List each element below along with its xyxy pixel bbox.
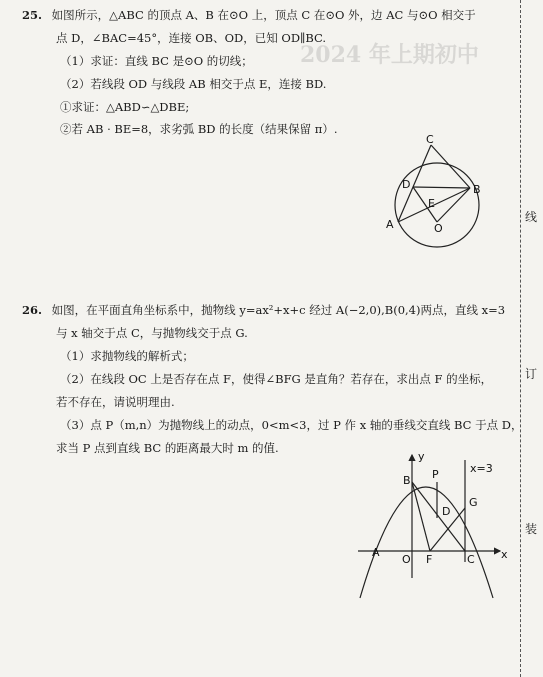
figure-label: D [402,178,411,191]
question-text: 如图所示，△ABC 的顶点 A、B 在⊙O 上，顶点 C 在⊙O 外，边 AC 与⊙O 相交于 [51,8,476,22]
question-text: 求当 P 点到直线 BC 的距离最大时 m 的值. [56,441,279,455]
figure-label: O [434,222,443,235]
bleed-through-text: 2024 年上期初中 [300,42,479,68]
figure-label: B [403,474,411,487]
question-text: （2）在线段 OC 上是否存在点 F，使得∠BFG 是直角？若存在，求出点 F 的坐标， [60,372,493,386]
figure-label: D [442,505,451,518]
question-text: ①求证：△ABD∽△DBE; [60,100,190,114]
binding-line [520,0,522,677]
question-text: 若不存在，请说明理由. [56,395,175,409]
figure-label: B [473,183,481,196]
axis-label: x [501,548,508,561]
figure-label: F [426,553,433,566]
margin-char: 订 [525,367,538,381]
figure-label: A [372,546,380,559]
question-number: 25. [22,8,43,22]
figure-label: A [386,218,394,231]
figure-label: C [426,133,434,146]
question-text: 如图，在平面直角坐标系中，抛物线 y=ax²+x+c 经过 A(−2,0),B(0,4)两点，直线 x=3 [51,303,506,317]
question-number: 26. [22,303,43,317]
axis-label: y [418,450,425,463]
figure-label: C [467,553,475,566]
question-text: （2）若线段 OD 与线段 AB 相交于点 E，连接 BD. [60,77,327,91]
margin-char: 装 [525,522,538,536]
figure-label: x=3 [470,462,493,475]
figure-label: G [469,496,478,509]
margin-char: 线 [525,210,538,224]
figure-label: P [432,468,439,481]
question-text: 点 D，∠BAC=45°，连接 OB、OD，已知 OD∥BC. [56,31,327,45]
figure-label: E [428,197,435,210]
question-text: ②若 AB · BE=8，求劣弧 BD 的长度（结果保留 π）. [60,122,338,136]
question-text: （3）点 P（m,n）为抛物线上的动点，0<m<3，过 P 作 x 轴的垂线交直线 BC 于点 D， [60,418,523,432]
figure-label: O [402,553,411,566]
question-text: 与 x 轴交于点 C，与抛物线交于点 G. [56,326,248,340]
question-text: （1）求证：直线 BC 是⊙O 的切线； [60,54,253,68]
question-text: （1）求抛物线的解析式； [60,349,194,363]
